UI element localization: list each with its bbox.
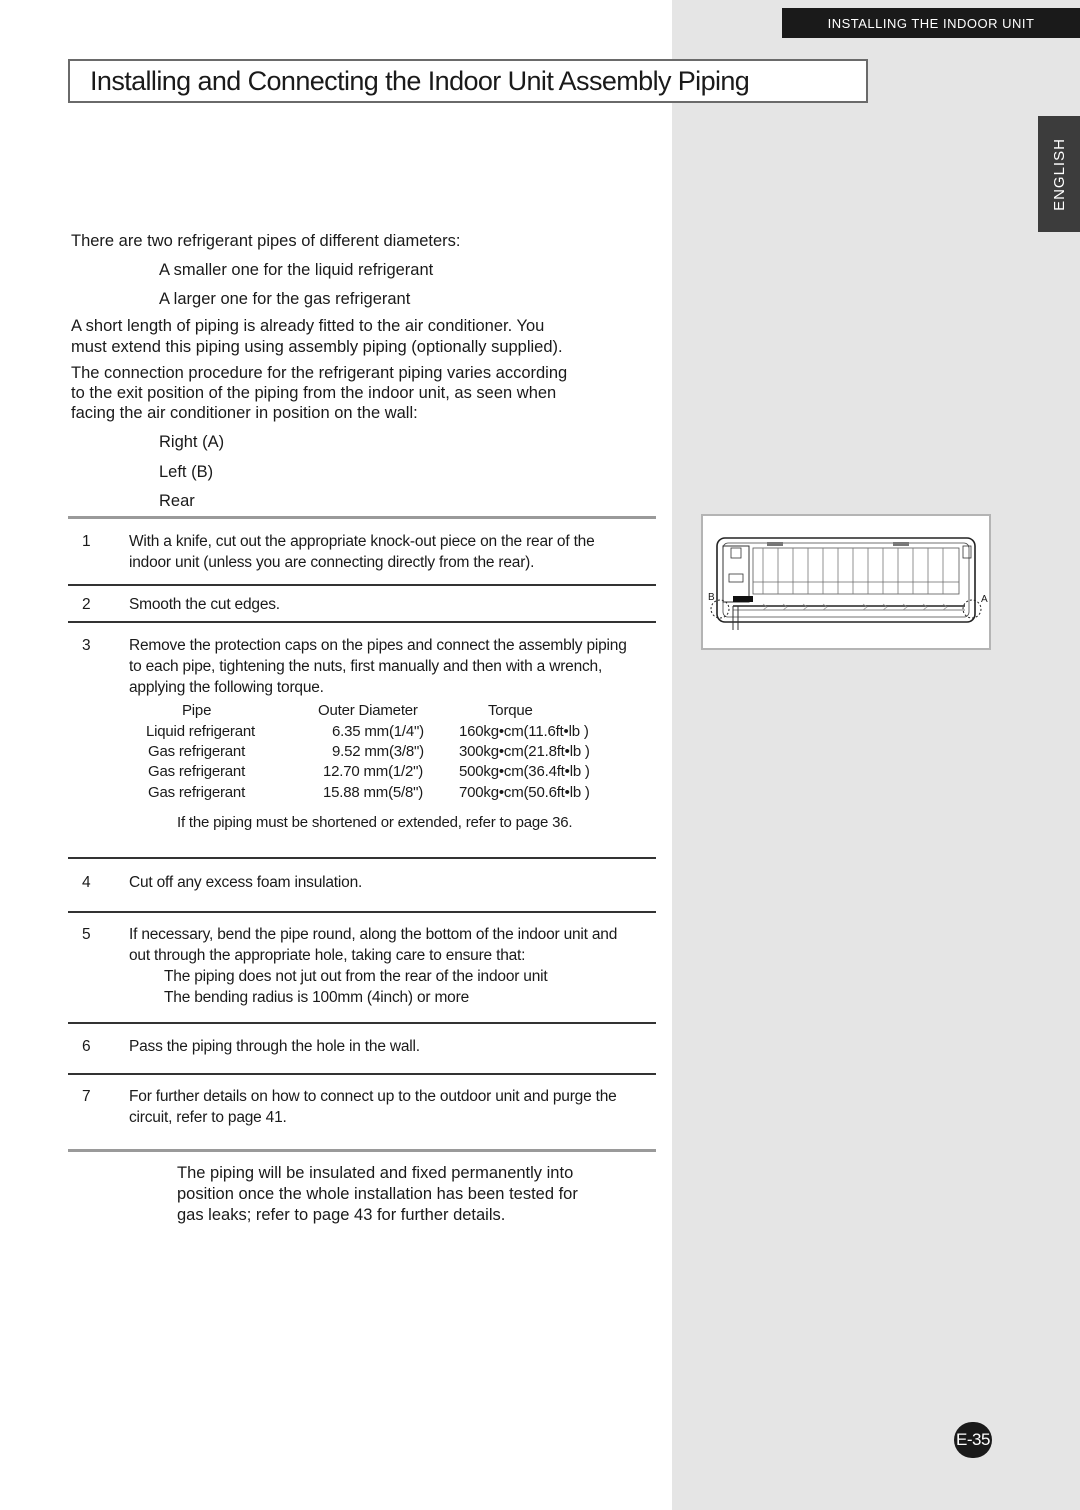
language-tab [1038, 116, 1080, 232]
table-cell-torque: 300kg•cm(21.8ft•lb ) [459, 743, 590, 760]
step-divider [68, 621, 656, 623]
position-rear: Rear [159, 492, 195, 510]
intro-line: There are two refrigerant pipes of different diameters: [71, 232, 461, 250]
step-2-text [129, 594, 654, 615]
table-cell-torque: 160kg•cm(11.6ft•lb ) [459, 723, 589, 740]
step-5-text [129, 924, 654, 1008]
step-1-text [129, 531, 654, 573]
step-3-text [129, 635, 654, 698]
step-6-text [129, 1036, 654, 1057]
table-header-diameter: Outer Diameter [318, 702, 418, 719]
indoor-unit-diagram [701, 514, 991, 650]
side-panel [672, 0, 1080, 1510]
step-7-text [129, 1086, 654, 1128]
label-a: A [981, 594, 988, 605]
table-cell-diameter: 15.88 mm(5/8") [323, 784, 424, 801]
table-cell-diameter: 12.70 mm(1/2") [323, 763, 424, 780]
step-3-line: to each pipe, tightening the nuts, first manually and then with a wrench, [129, 658, 603, 675]
section-header-label: INSTALLING THE INDOOR UNIT [827, 15, 1035, 31]
intro-para3-line3: facing the air conditioner in position on the wall: [71, 404, 418, 422]
table-header-pipe: Pipe [182, 702, 212, 719]
page-number-badge [954, 1422, 992, 1458]
step-7-line: For further details on how to connect up to the outdoor unit and purge the [129, 1088, 617, 1105]
step-7-number: 7 [82, 1088, 91, 1105]
table-note: If the piping must be shortened or extended, refer to page 36. [177, 814, 573, 831]
indoor-unit-rear-illustration [703, 516, 989, 648]
label-b: B [708, 592, 715, 603]
step-4-number: 4 [82, 874, 91, 891]
step-4-text [129, 872, 654, 893]
page-title [68, 59, 868, 103]
step-5-subpoint: The bending radius is 100mm (4inch) or more [164, 989, 469, 1006]
table-cell-diameter: 9.52 mm(3/8") [332, 743, 424, 760]
step-divider [68, 1073, 656, 1075]
table-cell-pipe: Gas refrigerant [148, 763, 246, 780]
intro-para2-line2: must extend this piping using assembly piping (optionally supplied). [71, 338, 563, 356]
closing-note-line: The piping will be insulated and fixed permanently into [177, 1164, 574, 1182]
page-title-text: Installing and Connecting the Indoor Unit Assembly Piping [90, 65, 750, 96]
pipe-type-gas: A larger one for the gas refrigerant [159, 290, 411, 308]
step-5-line: If necessary, bend the pipe round, along the bottom of the indoor unit and [129, 926, 618, 943]
intro-para3-line1: The connection procedure for the refrigerant piping varies according [71, 364, 568, 382]
step-5-line: out through the appropriate hole, taking care to ensure that: [129, 947, 526, 964]
table-cell-pipe: Gas refrigerant [148, 743, 246, 760]
step-divider [68, 857, 656, 859]
step-2-number: 2 [82, 596, 91, 613]
table-cell-torque: 700kg•cm(50.6ft•lb ) [459, 784, 590, 801]
section-divider [68, 1149, 656, 1152]
step-1-line: With a knife, cut out the appropriate knock-out piece on the rear of the [129, 533, 595, 550]
table-cell-pipe: Liquid refrigerant [146, 723, 255, 740]
step-7-line: circuit, refer to page 41. [129, 1109, 287, 1126]
step-1-line: indoor unit (unless you are connecting directly from the rear). [129, 554, 535, 571]
step-1-number: 1 [82, 533, 91, 550]
page-number: E-35 [956, 1430, 990, 1449]
step-divider [68, 584, 656, 586]
step-3-number: 3 [82, 637, 91, 654]
step-3-line: applying the following torque. [129, 679, 324, 696]
position-right: Right (A) [159, 433, 225, 451]
table-cell-diameter: 6.35 mm(1/4") [332, 723, 424, 740]
language-tab-label: ENGLISH [1050, 137, 1068, 211]
step-3-line: Remove the protection caps on the pipes and connect the assembly piping [129, 637, 627, 654]
section-divider [68, 516, 656, 519]
position-left: Left (B) [159, 463, 214, 481]
step-divider [68, 1022, 656, 1024]
step-6-number: 6 [82, 1038, 91, 1055]
table-header-torque: Torque [488, 702, 533, 719]
section-header [782, 8, 1080, 38]
step-5-subpoint: The piping does not jut out from the rear of the indoor unit [164, 968, 548, 985]
step-4-line: Cut off any excess foam insulation. [129, 874, 363, 891]
step-divider [68, 911, 656, 913]
step-6-line: Pass the piping through the hole in the wall. [129, 1038, 420, 1055]
intro-para3-line2: to the exit position of the piping from the indoor unit, as seen when [71, 384, 557, 402]
closing-note-line: gas leaks; refer to page 43 for further details. [177, 1206, 506, 1224]
closing-note-line: position once the whole installation has been tested for [177, 1185, 578, 1203]
table-cell-torque: 500kg•cm(36.4ft•lb ) [459, 763, 590, 780]
intro-para2-line1: A short length of piping is already fitted to the air conditioner. You [71, 317, 545, 335]
table-cell-pipe: Gas refrigerant [148, 784, 246, 801]
step-2-line: Smooth the cut edges. [129, 596, 280, 613]
step-5-number: 5 [82, 926, 91, 943]
pipe-type-liquid: A smaller one for the liquid refrigerant [159, 261, 434, 279]
